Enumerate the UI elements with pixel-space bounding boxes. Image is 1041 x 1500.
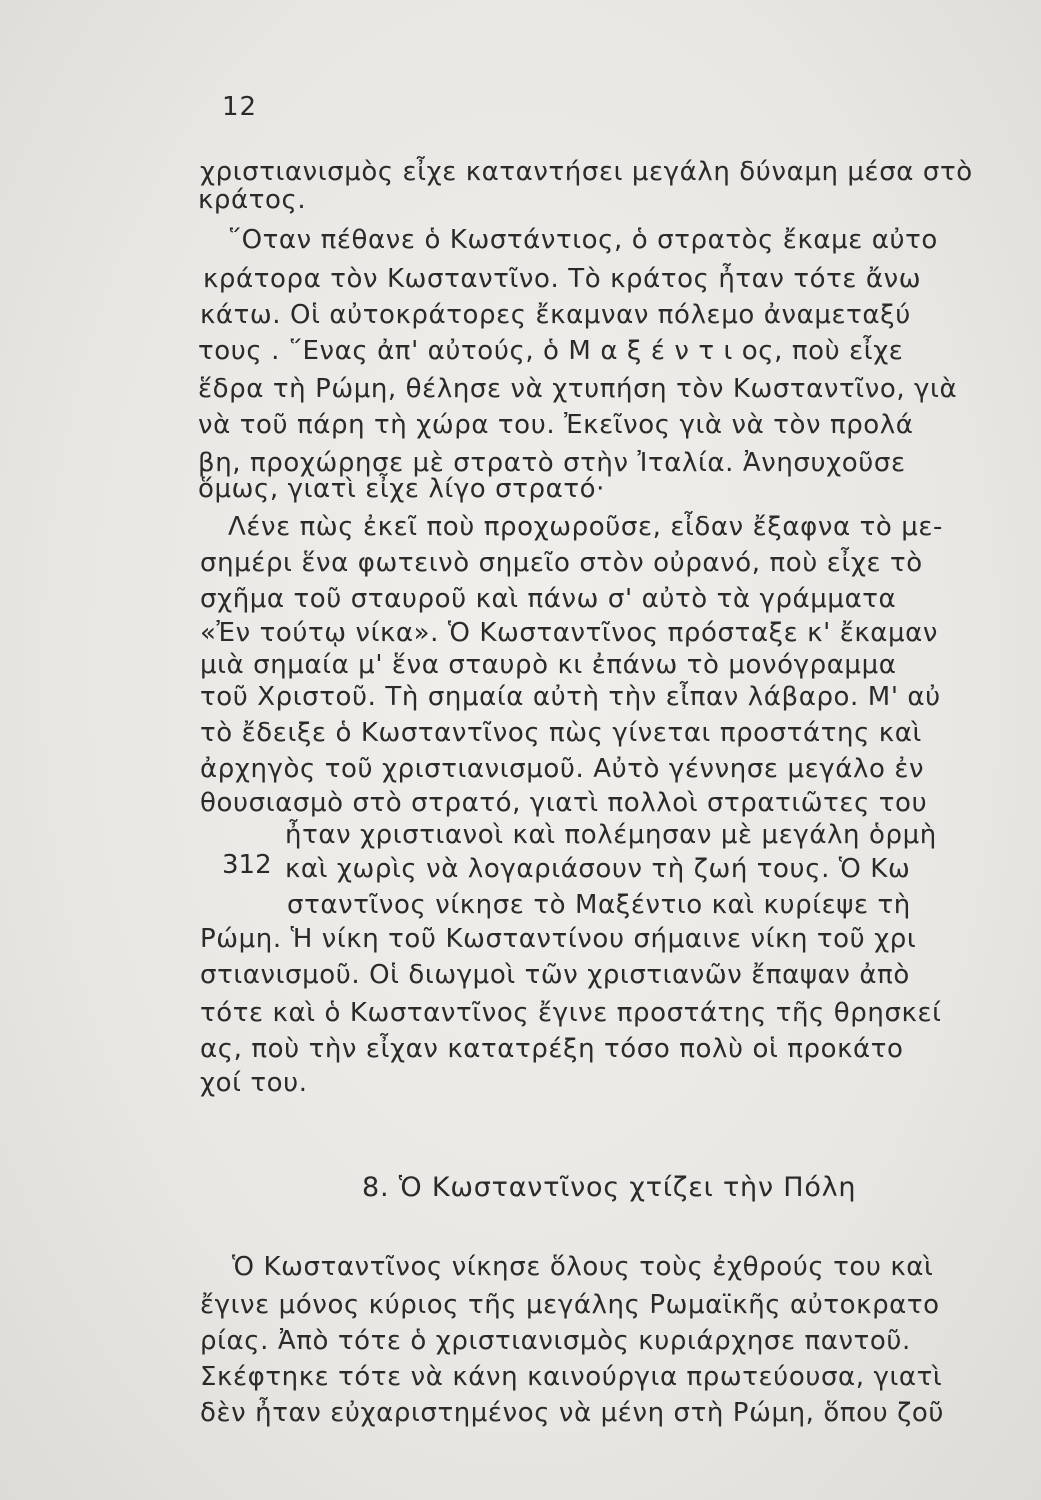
text-line: χοί του. — [200, 1068, 308, 1098]
text-line: ρίας. Ἀπὸ τότε ὁ χριστιανισμὸς κυριάρχησε παντοῦ. — [200, 1326, 911, 1356]
text-line: κράτορα τὸν Κωσταντῖνο. Τὸ κράτος ἦταν τότε ἄνω — [203, 264, 922, 294]
text-line: Σκέφτηκε τότε νὰ κάνη καινούργια πρωτεύουσα, γιατὶ — [200, 1362, 943, 1392]
text-line: σταντῖνος νίκησε τὸ Μαξέντιο καὶ κυρίεψε τὴ — [287, 890, 911, 920]
text-line: «Ἐν τούτῳ νίκα». Ὁ Κωσταντῖνος πρόσταξε κ' ἔκαμαν — [200, 618, 939, 648]
section-heading: 8. Ὁ Κωσταντῖνος χτίζει τὴν Πόλη — [362, 1172, 857, 1203]
text-line: τὸ ἔδειξε ὁ Κωσταντῖνος πὼς γίνεται προστάτης καὶ — [200, 718, 922, 748]
text-line: ας, ποὺ τὴν εἶχαν κατατρέξη τόσο πολὺ οἱ προκάτο — [200, 1034, 904, 1064]
text-line: Ρώμη. Ἡ νίκη τοῦ Κωσταντίνου σήμαινε νίκη τοῦ χρι — [200, 924, 917, 954]
text-line: σχῆμα τοῦ σταυροῦ καὶ πάνω σ' αὐτὸ τὰ γράμματα — [200, 584, 897, 614]
text-line: ἔγινε μόνος κύριος τῆς μεγάλης Ρωμαϊκῆς αὐτοκρατο — [200, 1290, 940, 1320]
text-line: τοῦ Χριστοῦ. Τὴ σημαία αὐτὴ τὴν εἶπαν λάβαρο. Μ' αὐ — [200, 682, 941, 712]
text-line: ἕδρα τὴ Ρώμη, θέλησε νὰ χτυπήση τὸν Κωσταντῖνο, γιὰ — [198, 374, 958, 404]
text-line: ἀρχηγὸς τοῦ χριστιανισμοῦ. Αὐτὸ γέννησε μεγάλο ἐν — [200, 754, 925, 784]
text-line: νὰ τοῦ πάρη τὴ χώρα του. Ἐκεῖνος γιὰ νὰ τὸν προλά — [198, 410, 914, 440]
text-line: ἦταν χριστιανοὶ καὶ πολέμησαν μὲ μεγάλη ὁρμὴ — [285, 820, 937, 850]
text-line: κάτω. Οἱ αὐτοκράτορες ἔκαμναν πόλεμο ἀναμεταξύ — [200, 300, 911, 330]
page-number: 12 — [222, 92, 258, 122]
text-line: Ὁ Κωσταντῖνος νίκησε ὅλους τοὺς ἐχθρούς του καὶ — [232, 1252, 934, 1282]
text-line: βη, προχώρησε μὲ στρατὸ στὴν Ἰταλία. Ἀνησυχοῦσε — [198, 448, 906, 478]
text-line: δὲν ἦταν εὐχαριστημένος νὰ μένη στὴ Ρώμη, ὅπου ζοῦ — [200, 1398, 945, 1428]
text-line: ὅμως, γιατὶ εἶχε λίγο στρατό· — [198, 474, 605, 504]
margin-year: 312 — [222, 850, 272, 880]
text-line: καὶ χωρὶς νὰ λογαριάσουν τὴ ζωή τους. Ὁ Κω — [285, 854, 911, 884]
text-line: τους . ῞Ενας ἀπ' αὐτούς, ὁ Μ α ξ έ ν τ ι ος, ποὺ εἶχε — [198, 336, 904, 366]
text-line: στιανισμοῦ. Οἱ διωγμοὶ τῶν χριστιανῶν ἔπαψαν ἀπὸ — [200, 960, 910, 990]
text-line: ῞Οταν πέθανε ὁ Κωστάντιος, ὁ στρατὸς ἔκαμε αὐτο — [228, 225, 938, 255]
text-line: κράτος. — [198, 185, 307, 215]
text-line: τότε καὶ ὁ Κωσταντῖνος ἔγινε προστάτης τῆς θρησκεί — [200, 998, 942, 1028]
text-line: σημέρι ἕνα φωτεινὸ σημεῖο στὸν οὐρανό, ποὺ εἶχε τὸ — [200, 548, 923, 578]
text-line: μιὰ σημαία μ' ἕνα σταυρὸ κι ἐπάνω τὸ μονόγραμμα — [200, 650, 897, 680]
text-line: θουσιασμὸ στὸ στρατό, γιατὶ πολλοὶ στρατιῶτες του — [200, 788, 928, 818]
text-line: Λένε πὼς ἐκεῖ ποὺ προχωροῦσε, εἶδαν ἔξαφνα τὸ με- — [228, 512, 944, 542]
text-line: χριστιανισμὸς εἶχε καταντήσει μεγάλη δύναμη μέσα στὸ — [200, 157, 973, 187]
